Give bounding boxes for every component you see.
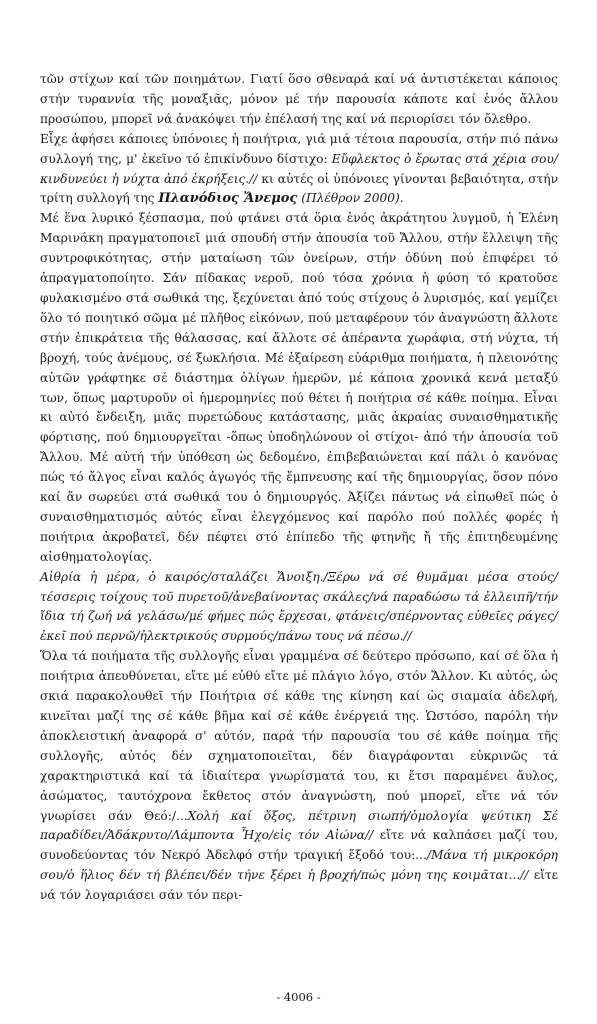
paragraph [40,647,558,906]
paragraph [40,209,558,567]
book-title: Πλανόδιος Ἄνεμος [158,191,298,207]
paragraph [40,70,558,130]
paragraph [40,568,558,648]
quote-segment: Αἰθρία ἡ μέρα, ὁ καιρός/σταλάζει Ἄνοιξη./Ξέρω νά σέ θυμᾶμαι μέσα στούς/τέσσερις τοίχους τοῦ πυρετοῦ/ἀνεβαίνοντας σκάλες/νά παραδώσω τά ἐλλειπῆ/τήν ἴδια τή ζωή νά γελάσω/μέ φήμες πώς ἔρχεσαι, φτάνεις/σπέρνοντας εὐθεῖες ράγες/ἐκεῖ πού περνῶ/ἠλεκτρικούς συρμούς/πάνω τους νά πέσω.// [40,569,558,644]
text-segment: τῶν στίχων καί τῶν ποιημάτων. Γιατί ὅσο σθεναρά καί νά ἀντιστέκεται κάποιος στήν τυραννία τῆς μοναξιᾶς, μόνον μέ τήν παρουσία κάποτε καί ἑνός ἄλλου προσώπου, μπορεῖ νά ἀνακόψει τήν ἐπέλασή της καί νά περιορίσει τόν ὄλεθρο. [40,72,558,126]
page-number: - 4006 - [276,990,321,1004]
text-segment: Ὅλα τά ποιήματα τῆς συλλογῆς εἶναι γραμμένα σέ δεύτερο πρόσωπο, καί σέ ὅλα ἡ ποιήτρια ἀπευθύνεται, εἴτε μέ εὐθύ εἴτε μέ πλάγιο λόγο, στόν Ἄλλον. Κι αὐτός, ὡς σκιά παρακολουθεῖ τήν Ποιήτρια σέ κάθε της κίνηση καί ὡς σιαμαία ἀδελφή, κινεῖται μαζί της σέ κάθε βῆμα καί σέ κάθε ἐνέργειά της. Ὡστόσο, παρόλη τήν ἀποκλειστική ἀναφορά σ' αὐτόν, παρά τήν παρουσία του σέ κάθε ποίημα τῆς συλλογῆς, αὐτός δέν σχηματοποιεῖται, δέν διαγράφονται εὐκρινῶς τά χαρακτηριστικά καί τά ἰδιαίτερα γνωρίσματά του, κι ἔτσι παραμένει ἄυλος, ἀσώματος, ταυτόχρονα ἔκθετος στόν ἀναγνώστη, πού μπορεῖ, εἴτε νά τόν γνωρίσει σάν Θεό:/... [40,649,558,823]
quote-segment: /Μάνα τή μικροκόρη σου/ὁ ἥλιος δέν τή βλέπει/δέν τήνε ξέρει ἡ βροχή/πώς μόνη της κοιμᾶται...// [40,848,558,883]
quote-segment: Εὔφλεκτος ὁ ἔρωτας στά χέρια σου/κινδυνεύει ἡ νύχτα ἀπό ἐκρήξεις.// [40,151,558,186]
text-segment: εἴτε νά καλπάσει μαζί του, συνοδεύοντας τόν Νεκρό Ἀδελφό στήν τραγική ἔξοδό του:... [40,828,558,863]
quote-segment: (Πλέθρον 2000). [297,191,404,206]
text-segment: εἴτε νά τόν λογαριάσει σάν τόν περι- [40,868,558,903]
text-segment: κι αὐτές οἱ ὑπόνοιες γίνονται βεβαιότητα, στήν τρίτη συλλογή της [40,171,558,206]
paragraph [40,130,558,210]
text-segment: Εἶχε ἀφήσει κάποιες ὑπόνοιες ἡ ποιήτρια, γιά μιά τέτοια παρουσία, στήν πιό πάνω συλλογή της, μ' ἐκεῖνο τό ἐπικίνδυνο δίστιχο: [40,131,558,166]
text-segment: Μέ ἕνα λυρικό ξέσπασμα, πού φτάνει στά ὅρια ἑνός ἀκράτητου λυγμοῦ, ἡ Ἑλένη Μαρινάκη πραγματοποιεῖ μιά σπουδή στήν ἀπουσία τοῦ Ἄλλου, στήν ἔλλειψη τῆς συντροφικότητας, στήν ματαίωση τῶν ὀνείρων, στήν ὀδύνη πού ἐπιφέρει τό ἀπραγματοποίητο. Σάν πίδακας νεροῦ, πού τόσα χρόνια ἡ φύση τό κρατοῦσε φυλακισμένο στά σωθικά της, ξεχύνεται ἀπό τούς στίχους ὁ λυρισμός, καί γεμίζει ὅλο τό ποιητικό σῶμα μέ πλῆθος εἰκόνων, πού μεταφέρουν τόν ἀναγνώστη ἄλλοτε στήν ἐπικράτεια τῆς θάλασσας, καί ἄλλοτε σέ ἀπέραντα χωράφια, στή νύχτα, τή βροχή, τούς ἀνέμους, σέ ξωκλήσια. Μέ ἐξαίρεση εὐάριθμα ποιήματα, ἡ πλειονότης αὐτῶν γράφτηκε σέ διάστημα ὀλίγων ἡμερῶν, μέ κάποια χρονικά κενά μεταξύ των, ὅπως μαρτυροῦν οἱ ἡμερομηνίες πού θέτει ἡ ποιήτρια σέ κάθε ποίημα. Εἶναι κι αὐτό ἔνδειξη, μιᾶς πυρετώδους κατάστασης, μιᾶς ἀκραίας συναισθηματικῆς φόρτισης, πού δημιουργεῖται -ὅπως ὑποδηλώνουν οἱ στίχοι- ἀπό τήν ἀπουσία τοῦ Ἄλλου. Μέ αὐτή τήν ὑπόθεση ὡς δεδομένο, ἐπιβεβαιώνεται καί πάλι ὁ κανόνας πώς τό ἄλγος εἶναι καλός ἀγωγός τῆς ἔμπνευσης καί τῆς δημιουργίας, ὅσον πόνο καί ἄν σωρεύει στά σωθικά του ὁ δημιουργός. Ἀξίζει πάντως νά εἰπωθεῖ πώς ὁ συναισθηματισμός αὐτός εἶναι ἐλεγχόμενος καί παρόλο πού πολλές φορές ἡ ποιήτρια ἀκροβατεῖ, δέν πέφτει στό ἐπίπεδο τῆς φτηνῆς ἤ τῆς ἐπιτηδευμένης αἰσθηματολογίας. [40,211,558,564]
document-body [40,70,558,906]
quote-segment: Χολή καί ὄξος, πέτρινη σιωπή/ὁμολογία ψεύτικη Σέ παραδίδει/Ἀδάκρυτο/Λάμποντα Ἦχο/εἰς τόν Αἰώνα// [40,808,558,843]
